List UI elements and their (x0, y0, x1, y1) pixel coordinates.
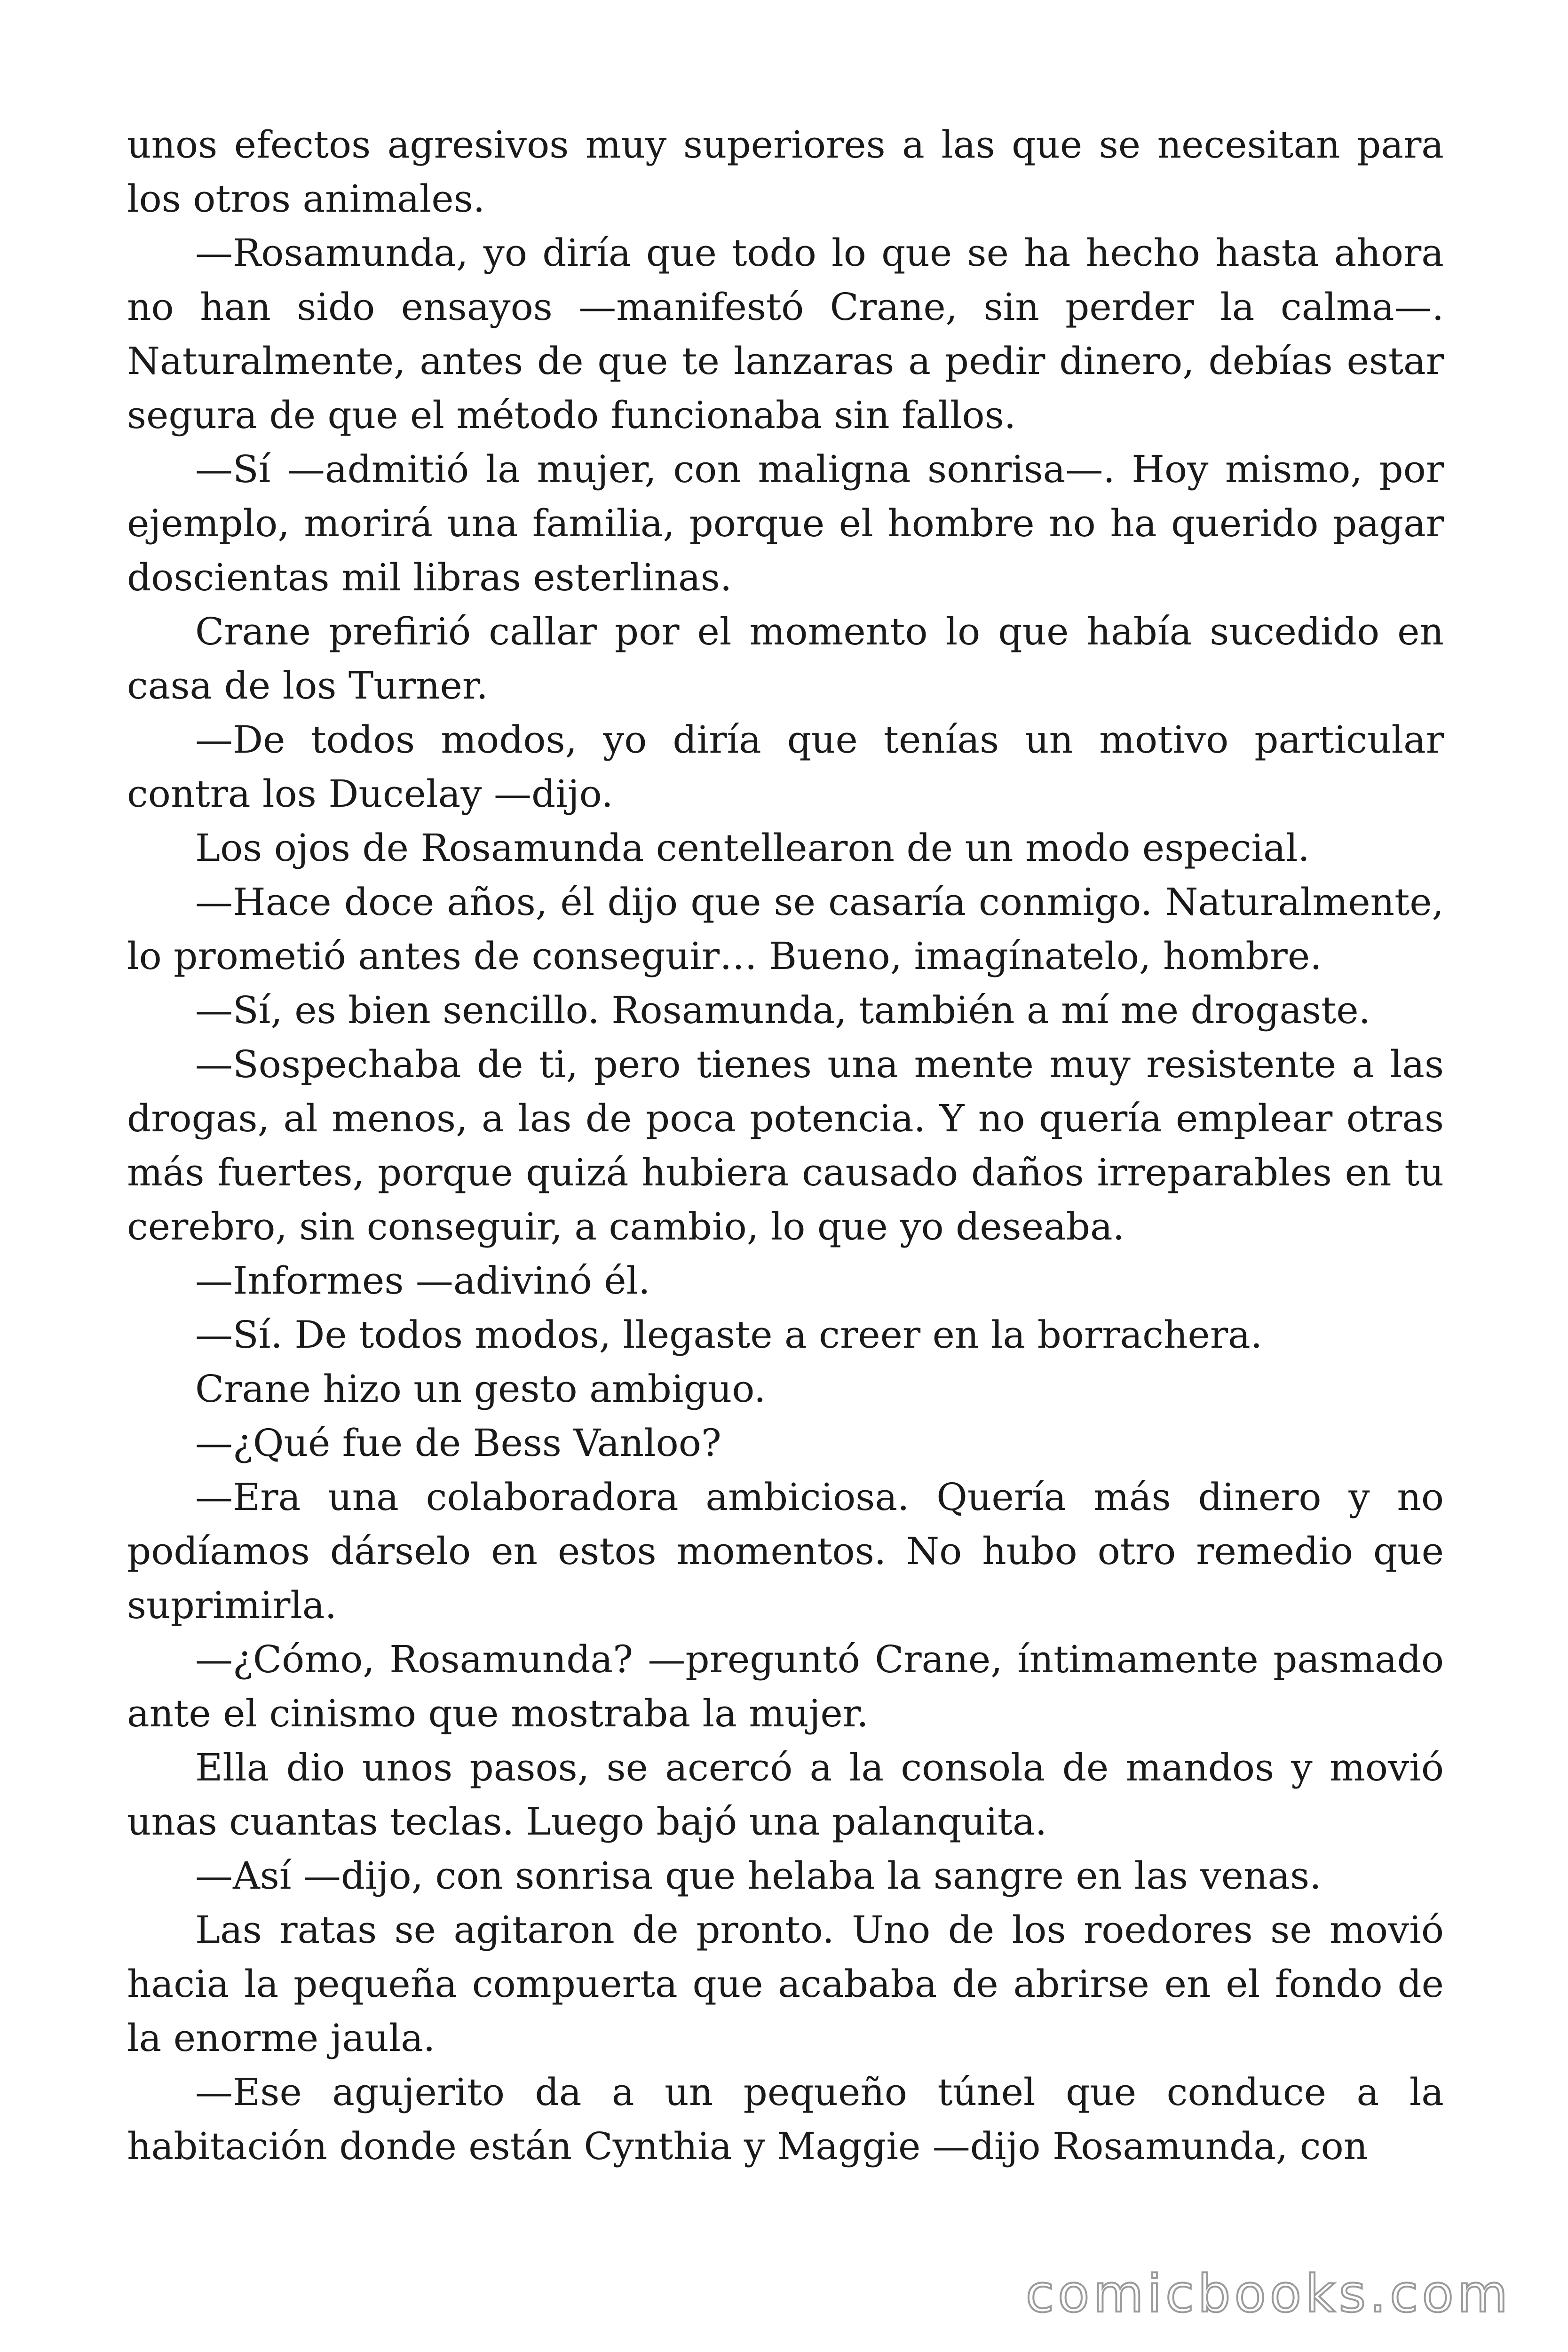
paragraph: —Rosamunda, yo diría que todo lo que se ha hecho hasta ahora no han sido ensayos —manifestó Crane, sin perder la calma—. Naturalmente, antes de que te lanzaras a pedir dinero, debías estar segura de que el método funcionaba sin fallos. (127, 231, 1444, 437)
paragraph: —Sí, es bien sencillo. Rosamunda, también a mí me drogaste. (195, 988, 1371, 1032)
paragraph: Ella dio unos pasos, se acercó a la consola de mandos y movió unas cuantas teclas. Luego bajó una palanquita. (127, 1746, 1444, 1843)
paragraph: —Sí. De todos modos, llegaste a creer en la borrachera. (195, 1313, 1263, 1357)
paragraph: Crane prefirió callar por el momento lo que había sucedido en casa de los Turner. (127, 610, 1444, 707)
paragraph: —Informes —adivinó él. (195, 1259, 650, 1303)
paragraph: —Sí —admitió la mujer, con maligna sonrisa—. Hoy mismo, por ejemplo, morirá una familia, porque el hombre no ha querido pagar doscientas mil libras esterlinas. (127, 447, 1444, 599)
paragraph: Los ojos de Rosamunda centellearon de un modo especial. (195, 826, 1310, 870)
paragraph: Crane hizo un gesto ambiguo. (195, 1367, 766, 1411)
watermark: comicbooks.com (1025, 2264, 1512, 2324)
paragraph: —De todos modos, yo diría que tenías un motivo particular contra los Ducelay —dijo. (127, 718, 1444, 816)
paragraph: —Sospechaba de ti, pero tienes una mente muy resistente a las drogas, al menos, a las de poca potencia. Y no quería emplear otras más fuertes, porque quizá hubiera causado daños irreparables en tu cerebro, sin conseguir, a cambio, lo que yo deseaba. (127, 1042, 1444, 1248)
paragraph: Las ratas se agitaron de pronto. Uno de los roedores se movió hacia la pequeña compuerta que acababa de abrirse en el fondo de la enorme jaula. (127, 1908, 1444, 2060)
paragraph: —Así —dijo, con sonrisa que helaba la sangre en las venas. (195, 1854, 1322, 1898)
paragraph: —Ese agujerito da a un pequeño túnel que conduce a la habitación donde están Cynthia y Maggie —dijo Rosamunda, con (127, 2070, 1444, 2168)
paragraph: —Era una colaboradora ambiciosa. Quería más dinero y no podíamos dárselo en estos momentos. No hubo otro remedio que suprimirla. (127, 1475, 1444, 1627)
paragraph: —¿Cómo, Rosamunda? —preguntó Crane, íntimamente pasmado ante el cinismo que mostraba la mujer. (127, 1637, 1444, 1735)
paragraph: unos efectos agresivos muy superiores a las que se necesitan para los otros animales. (127, 123, 1444, 221)
paragraph: —Hace doce años, él dijo que se casaría conmigo. Naturalmente, lo prometió antes de conseguir… Bueno, imagínatelo, hombre. (127, 880, 1444, 978)
book-page (127, 118, 1444, 2173)
paragraph: —¿Qué fue de Bess Vanloo? (195, 1421, 721, 1465)
